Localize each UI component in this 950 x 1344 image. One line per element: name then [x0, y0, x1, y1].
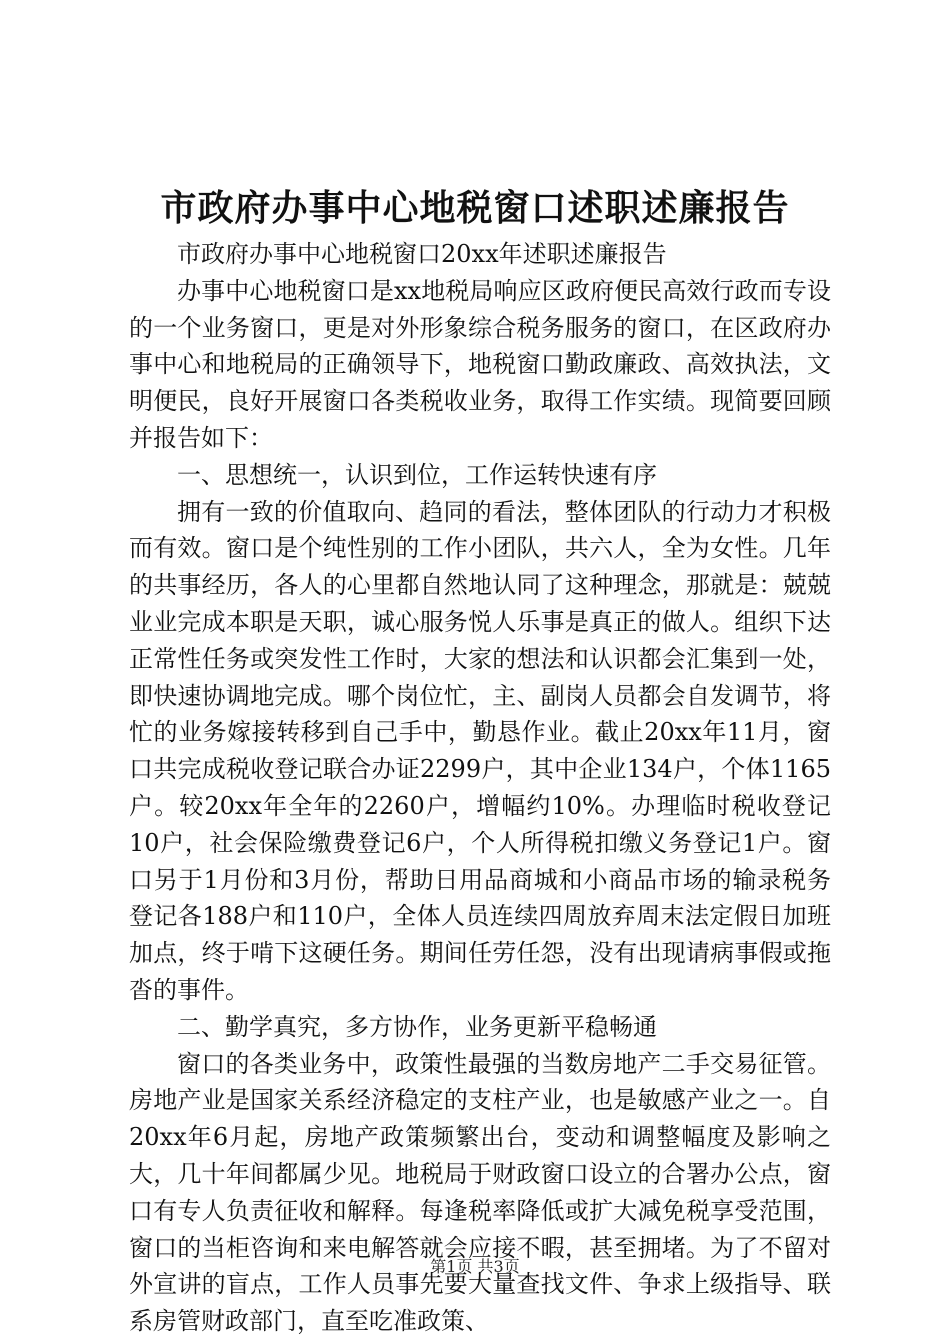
document-title: 市政府办事中心地税窗口述职述廉报告 — [160, 187, 790, 229]
section-2-paragraph: 窗口的各类业务中，政策性最强的当数房地产二手交易征管。房地产业是国家关系经济稳定的支柱产业，也是敏感产业之一。自20xx年6月起，房地产政策频繁出台，变动和调整幅度及影响之大，几十年间都属少见。地税局于财政窗口设立的合署办公点，窗口有专人负责征收和解释。每逢税率降低或扩大减免税享受范围，窗口的当柜咨询和来电解答就会应接不暇，甚至拥堵。为了不留对外宣讲的盲点，工作人员事先要大量查找文件、争求上级指导、联系房管财政部门，直至吃准政策、 — [129, 1049, 831, 1336]
section-1-paragraph: 拥有一致的价值取向、趋同的看法，整体团队的行动力才积极而有效。窗口是个纯性别的工作小团队，共六人，全为女性。几年的共事经历，各人的心里都自然地认同了这种理念，那就是：兢兢业业完成本职是天职，诚心服务悦人乐事是真正的做人。组织下达正常性任务或突发性工作时，大家的想法和认识都会汇集到一处，即快速协调地完成。哪个岗位忙，主、副岗人员都会自发调节，将忙的业务嫁接转移到自己手中，勤恳作业。截止20xx年11月，窗口共完成税收登记联合办证2299户，其中企业134户，个体1165户。较20xx年全年的2260户，增幅约10%。办理临时税收登记10户，社会保险缴费登记6户，个人所得税扣缴义务登记1户。窗口另于1月份和3月份，帮助日用品商城和小商品市场的输录税务登记各188户和110户，全体人员连续四周放弃周末法定假日加班加点，终于啃下这硬任务。期间任劳任怨，没有出现请病事假或拖沓的事件。 — [129, 497, 831, 1004]
subtitle-paragraph: 市政府办事中心地税窗口20xx年述职述廉报告 — [177, 240, 667, 268]
section-heading-2: 二、勤学真究，多方协作，业务更新平稳畅通 — [177, 1012, 657, 1041]
section-heading-1: 一、思想统一，认识到位，工作运转快速有序 — [177, 460, 657, 489]
document-body — [129, 236, 831, 1340]
intro-paragraph: 办事中心地税窗口是xx地税局响应区政府便民高效行政而专设的一个业务窗口，更是对外形象综合税务服务的窗口，在区政府办事中心和地税局的正确领导下，地税窗口勤政廉政、高效执法，文明便民，良好开展窗口各类税收业务，取得工作实绩。现简要回顾并报告如下： — [129, 276, 831, 452]
page-number-footer: 第1页 共3页 — [430, 1257, 520, 1276]
